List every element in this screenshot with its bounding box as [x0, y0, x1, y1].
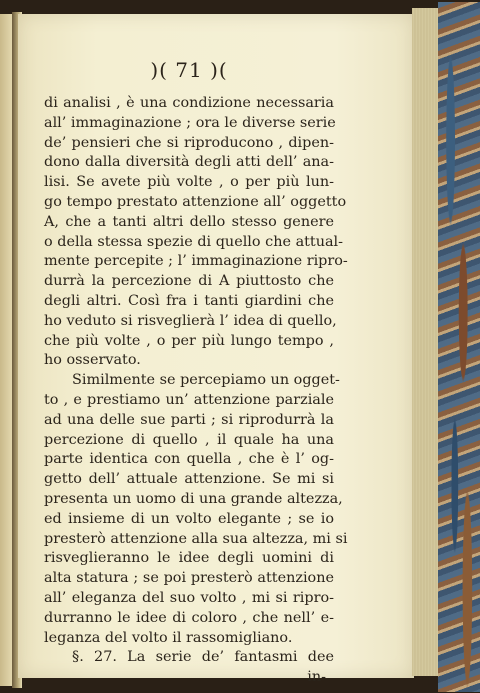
text-line: percezione di quello , il quale ha una [44, 431, 334, 448]
text-line: o della stessa spezie di quello che attual- [44, 233, 344, 250]
text-line: A, che a tanti altri dello stesso genere [44, 213, 334, 230]
text-line: alta statura ; se poi presterò attenzione [44, 570, 334, 587]
text-line: ed insieme di un volto elegante ; se io [44, 510, 334, 527]
text-line: §. 27. La serie de’ fantasmi dee [72, 649, 334, 666]
text-line: durrà la percezione di A piuttosto che [44, 273, 334, 290]
text-line: durranno le idee di coloro , che nell’ e- [44, 609, 334, 626]
text-line: presenta un uomo di una grande altezza, [44, 490, 343, 507]
page-number: )( 71 )( [150, 58, 228, 82]
text-line: presterò attenzione alla sua altezza, mi si [44, 530, 348, 547]
text-line: che più volte , o per più lungo tempo , [44, 332, 334, 349]
page-text-block [44, 58, 348, 688]
text-line: ho osservato. [44, 352, 141, 369]
text-line: leganza del volto il rassomigliano. [44, 629, 293, 646]
text-line: all’ eleganza del suo volto , mi si ripro- [44, 589, 334, 606]
text-line: parte identica con quella , che è l’ og- [44, 451, 334, 468]
text-line: to , e prestiamo un’ attenzione parziale [44, 391, 334, 408]
paragraph-2 [44, 371, 348, 648]
text-line: getto dell’ attuale attenzione. Se mi si [44, 471, 334, 488]
text-line: di analisi , è una condizione necessaria [44, 95, 334, 111]
paragraph-3 [44, 648, 334, 668]
marbled-cover [438, 2, 480, 692]
text-line: dono dalla diversità degli atti dell’ ana- [44, 154, 334, 171]
text-line: de’ pensieri che si riproducono , dipen- [44, 134, 334, 151]
page-edges [412, 8, 439, 676]
catchword: in- [307, 669, 326, 686]
text-line: risveglieranno le idee degli uomini di [44, 550, 334, 567]
text-line: degli altri. Così fra i tanti giardini che [44, 292, 334, 309]
text-line: ho veduto si risveglierà l’ idea di quello, [44, 312, 337, 329]
text-line: ad una delle sue parti ; si riprodurrà la [44, 411, 334, 428]
text-line: all’ immaginazione ; ora le diverse serie [44, 114, 336, 131]
text-line: Similmente se percepiamo un ogget- [72, 372, 340, 389]
paragraph-1 [44, 94, 348, 371]
text-line: go tempo prestato attenzione all’ oggetto [44, 193, 347, 210]
text-line: mente percepite ; l’ immaginazione ripro- [44, 253, 348, 270]
text-line: lisi. Se avete più volte , o per più lun- [44, 174, 334, 191]
